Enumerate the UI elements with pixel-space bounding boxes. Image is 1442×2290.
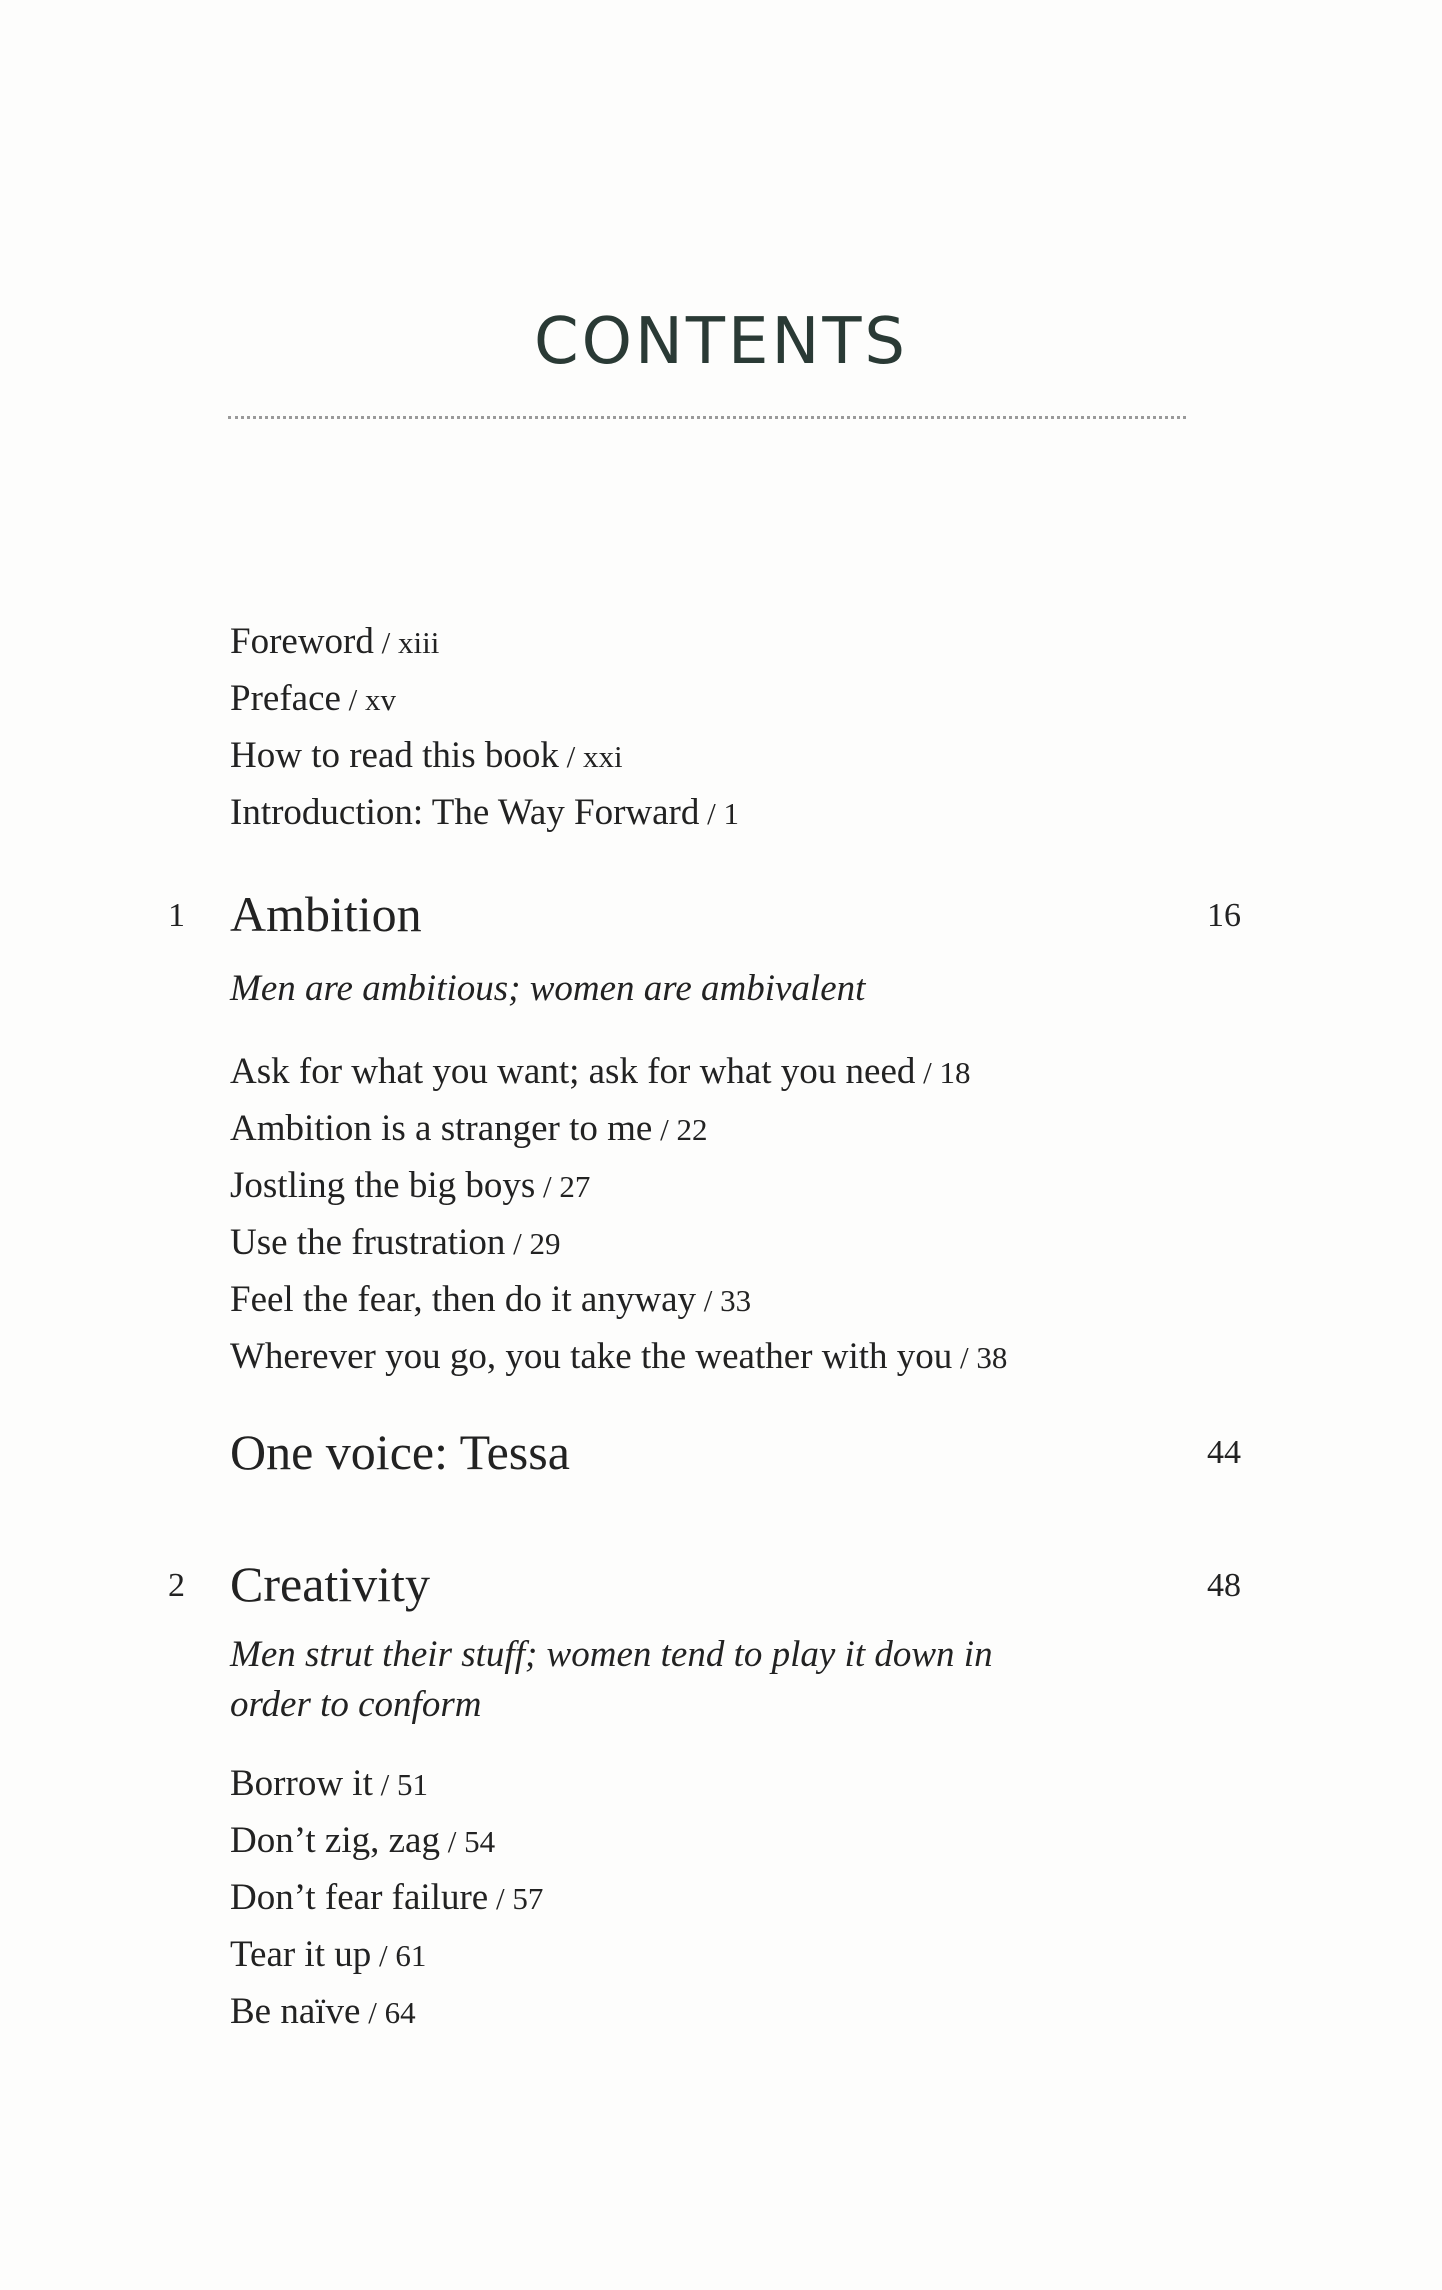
- entry-page: 27: [559, 1169, 591, 1204]
- entry-page: 54: [464, 1824, 496, 1859]
- chapter-title: Creativity: [230, 1556, 430, 1612]
- entry-title: How to read this book: [230, 735, 559, 776]
- section-item: [230, 1756, 543, 1813]
- section-item: [230, 1215, 1007, 1272]
- dotted-rule: [228, 416, 1186, 419]
- separator: /: [652, 1112, 677, 1147]
- separator: /: [340, 682, 366, 717]
- separator: /: [505, 1226, 530, 1261]
- entry-page: 64: [384, 1995, 416, 2030]
- one-voice-title: One voice: Tessa: [230, 1424, 570, 1480]
- entry-title: Preface: [230, 678, 341, 719]
- entry-title: Jostling the big boys: [230, 1165, 536, 1206]
- section-item: [230, 1984, 543, 2041]
- entry-page: 33: [720, 1283, 752, 1318]
- separator: /: [372, 1767, 397, 1802]
- entry-page: 18: [939, 1055, 971, 1090]
- entry-title: Ask for what you want; ask for what you need: [230, 1051, 916, 1092]
- front-matter-item: [230, 614, 739, 671]
- separator: /: [439, 1824, 465, 1859]
- section-item: [230, 1044, 1007, 1101]
- entry-page: 22: [676, 1112, 708, 1147]
- section-item: [230, 1927, 543, 1984]
- separator: /: [371, 1938, 396, 1973]
- entry-title: Ambition is a stranger to me: [230, 1108, 653, 1149]
- entry-page: xxi: [582, 739, 623, 774]
- chapter-subtitle: Men are ambitious; women are ambivalent: [230, 968, 866, 1009]
- entry-page: 57: [512, 1881, 544, 1916]
- chapter-page: 48: [1207, 1567, 1241, 1604]
- entry-title: Feel the fear, then do it anyway: [230, 1279, 696, 1320]
- chapter-subtitle: [230, 1630, 1130, 1730]
- entry-title: Be naïve: [230, 1991, 361, 2032]
- separator: /: [952, 1340, 977, 1375]
- section-item: [230, 1329, 1007, 1386]
- entry-title: Don’t zig, zag: [230, 1820, 440, 1861]
- entry-page: 29: [529, 1226, 561, 1261]
- contents-heading: CONTENTS: [533, 305, 909, 379]
- entry-title: Use the frustration: [230, 1222, 506, 1263]
- section-item: [230, 1158, 1007, 1215]
- entry-page: 38: [976, 1340, 1008, 1375]
- section-item: [230, 1813, 543, 1870]
- entry-page: 51: [396, 1767, 428, 1802]
- section-item: [230, 1101, 1007, 1158]
- chapter-page: 16: [1207, 897, 1241, 934]
- entry-page: 1: [723, 796, 739, 831]
- separator: /: [699, 796, 724, 831]
- front-matter-item: [230, 785, 739, 842]
- separator: /: [915, 1055, 940, 1090]
- front-matter-item: [230, 728, 739, 785]
- entry-title: Borrow it: [230, 1763, 373, 1804]
- entry-page: xiii: [398, 625, 440, 660]
- separator: /: [558, 739, 583, 774]
- section-list: [230, 1044, 1007, 1386]
- section-list: [230, 1756, 543, 2041]
- separator: /: [373, 625, 398, 660]
- chapter-title: Ambition: [230, 886, 422, 942]
- subtitle-line: Men strut their stuff; women tend to play it down in: [230, 1634, 993, 1675]
- section-item: [230, 1870, 543, 1927]
- entry-title: Introduction: The Way Forward: [230, 792, 700, 833]
- separator: /: [360, 1995, 385, 2030]
- entry-page: 61: [395, 1938, 427, 1973]
- entry-title: Don’t fear failure: [230, 1877, 489, 1918]
- one-voice-page: 44: [1207, 1434, 1241, 1471]
- front-matter-list: [230, 614, 739, 842]
- section-item: [230, 1272, 1007, 1329]
- entry-title: Tear it up: [230, 1934, 372, 1975]
- entry-title: Foreword: [230, 621, 374, 662]
- separator: /: [535, 1169, 560, 1204]
- front-matter-item: [230, 671, 739, 728]
- subtitle-line: order to conform: [230, 1684, 482, 1725]
- chapter-number: 1: [168, 897, 185, 934]
- entry-title: Wherever you go, you take the weather with you: [230, 1336, 953, 1377]
- entry-page: xv: [365, 682, 397, 717]
- separator: /: [696, 1283, 721, 1318]
- separator: /: [488, 1881, 513, 1916]
- chapter-number: 2: [168, 1567, 185, 1604]
